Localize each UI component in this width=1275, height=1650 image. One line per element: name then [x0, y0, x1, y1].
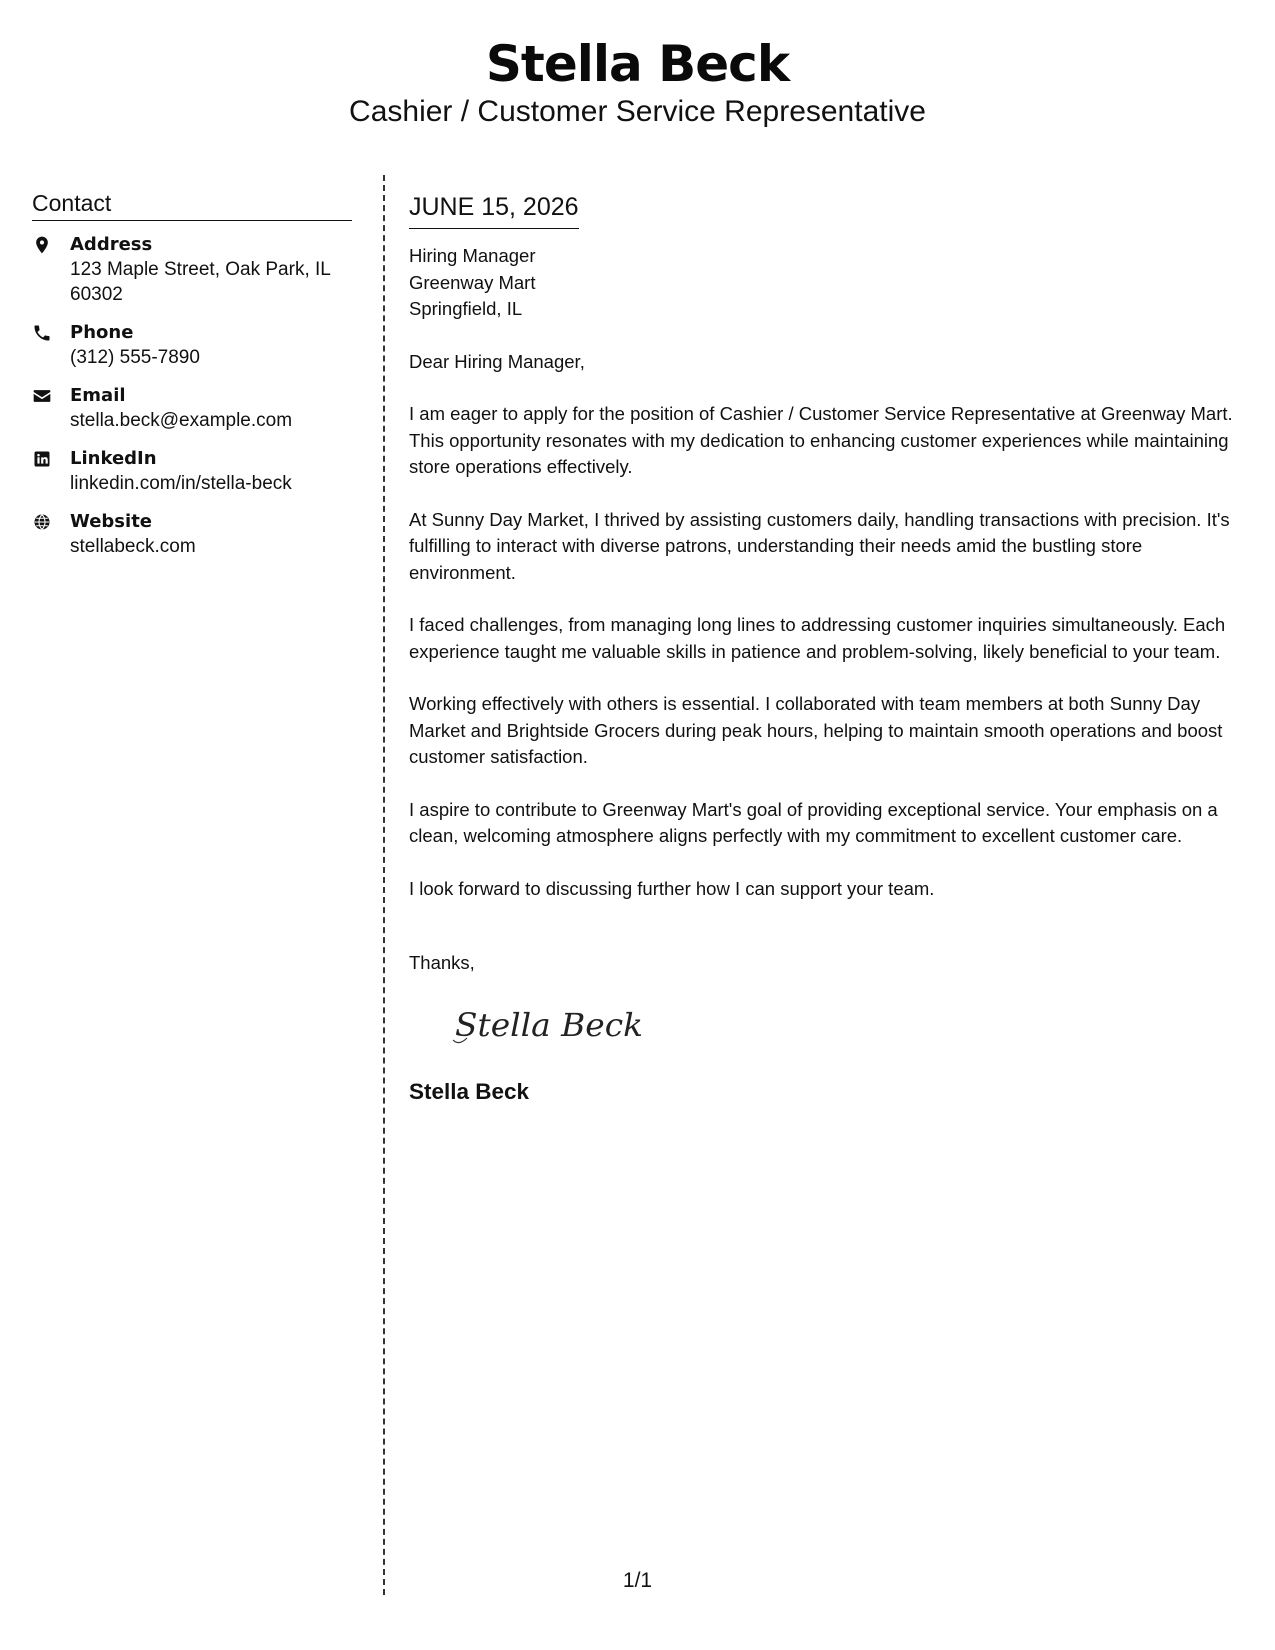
letter-paragraph: I am eager to apply for the position of Cashier / Customer Service Representative at Greenway Mart. This opportunity resonates with my dedication to enhancing customer experiences while maintaining store operations effectively.: [409, 403, 1233, 477]
contact-label: Address: [70, 234, 153, 255]
applicant-name: Stella Beck: [485, 35, 790, 93]
contact-value: (312) 555-7890: [70, 347, 200, 368]
phone-icon: [32, 321, 70, 370]
applicant-role: Cashier / Customer Service Representative: [349, 95, 926, 128]
letter-text: [409, 349, 1249, 903]
signature-text: Stella Beck: [455, 1006, 643, 1044]
letter-paragraph: Working effectively with others is essential. I collaborated with team members at both Sunny Day Market and Brightside Grocers during peak hours, helping to maintain smooth operations and boost customer satisfaction.: [409, 693, 1223, 767]
recipient-line: Greenway Mart: [409, 271, 536, 293]
recipient-block: [409, 243, 1249, 323]
closing: Thanks,: [409, 952, 475, 973]
page-number: 1/1: [622, 1569, 653, 1592]
contact-heading: Contact: [32, 188, 352, 221]
letter-body: [409, 190, 1249, 1107]
letter-paragraph: I look forward to discussing further how I can support your team.: [409, 877, 935, 899]
contact-website: [32, 510, 352, 559]
letter-paragraph: I aspire to contribute to Greenway Mart's goal of providing exceptional service. Your emphasis on a clean, welcoming atmosphere aligns perfectly with my commitment to excellent customer care.: [409, 798, 1218, 846]
contact-email: [32, 384, 352, 433]
recipient-line: Springfield, IL: [409, 298, 523, 319]
contact-label: Phone: [70, 322, 134, 343]
contact-value: 123 Maple Street, Oak Park, IL 60302: [70, 259, 331, 305]
column-divider: [383, 175, 385, 1595]
contact-address: [32, 233, 352, 307]
letter-paragraph: I faced challenges, from managing long lines to addressing customer inquiries simultaneously. Each experience taught me valuable skills in patience and problem-solving, likely beneficial to your team.: [409, 614, 1226, 662]
letter-paragraph: At Sunny Day Market, I thrived by assisting customers daily, handling transactions with precision. It's fulfilling to interact with diverse patrons, understanding their needs amid the bustling store environment.: [409, 508, 1230, 583]
map-pin-icon: [32, 233, 70, 307]
envelope-icon: [32, 384, 70, 433]
linkedin-icon: [32, 447, 70, 496]
contact-sidebar: [32, 188, 352, 573]
letter-date: JUNE 15, 2026: [409, 190, 579, 229]
contact-value: stellabeck.com: [70, 536, 196, 557]
contact-label: Email: [70, 385, 126, 406]
salutation: Dear Hiring Manager,: [409, 350, 585, 372]
contact-phone: [32, 321, 352, 370]
contact-label: Website: [70, 511, 153, 532]
contact-linkedin: [32, 447, 352, 496]
signed-name: Stella Beck: [409, 1079, 530, 1104]
contact-label: LinkedIn: [70, 448, 157, 469]
letter-header: [0, 36, 1275, 130]
contact-value: linkedin.com/in/stella-beck: [70, 473, 292, 494]
contact-value: stella.beck@example.com: [70, 410, 293, 431]
signature-image: [451, 994, 651, 1054]
recipient-line: Hiring Manager: [409, 245, 536, 266]
globe-icon: [32, 510, 70, 559]
